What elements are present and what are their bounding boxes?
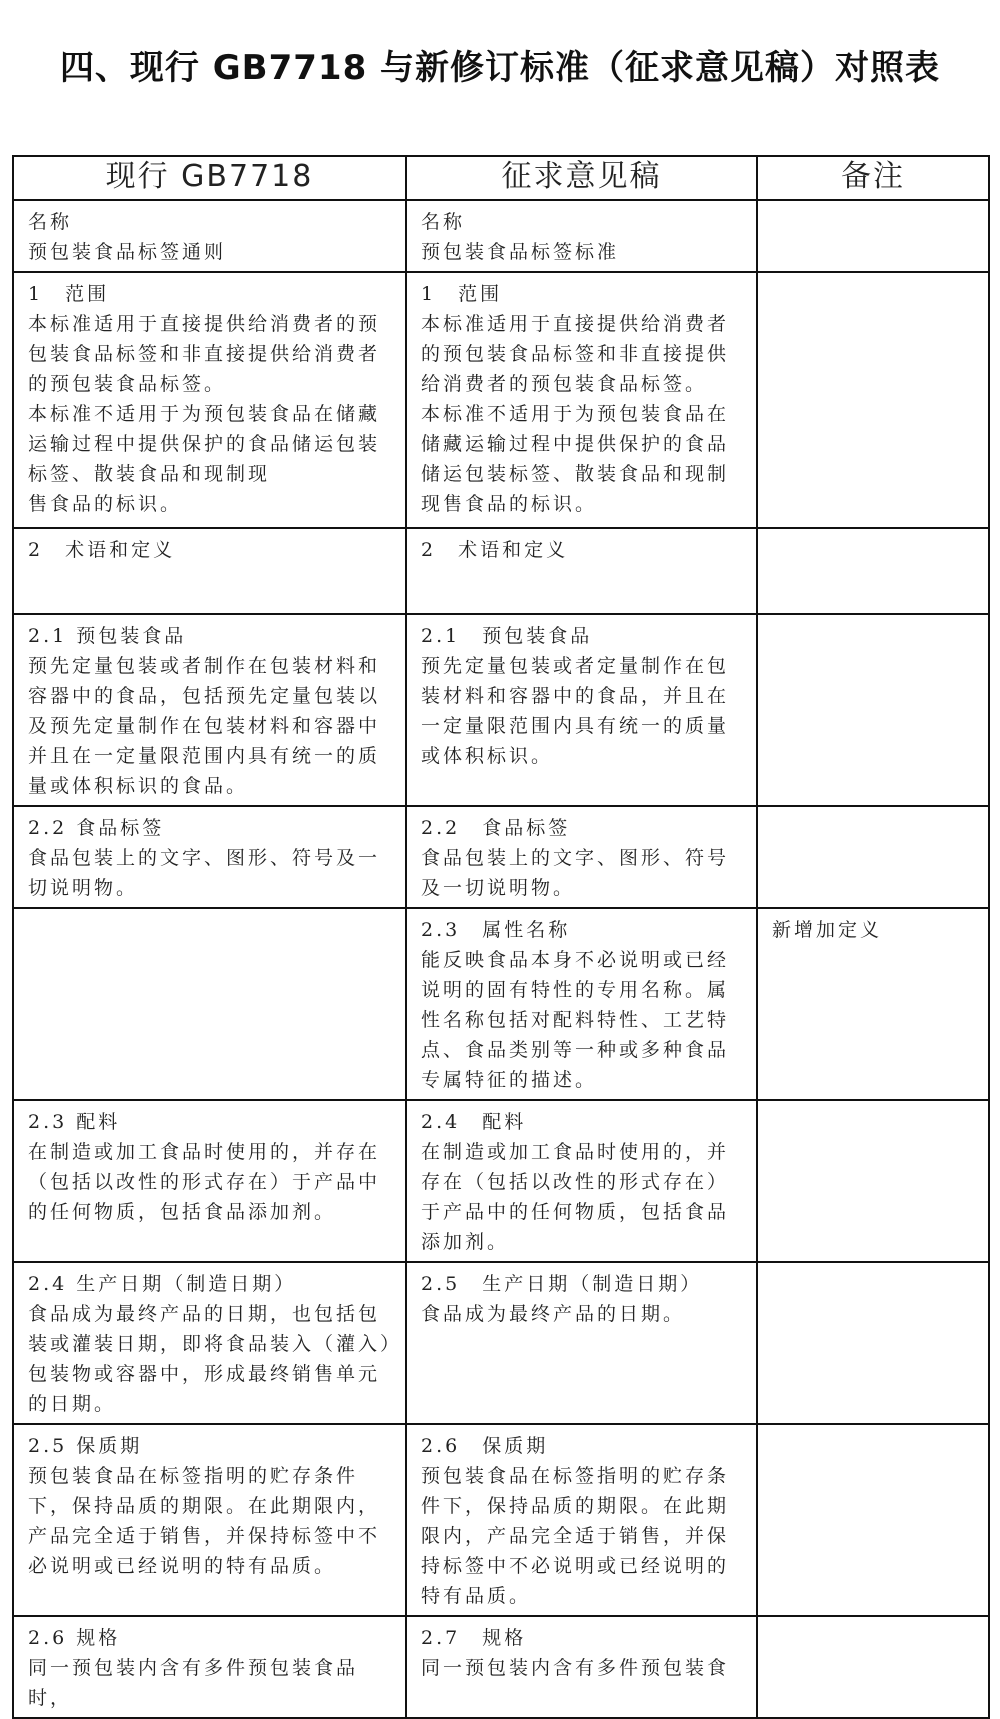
table-row (13, 908, 989, 1100)
table-row (13, 1100, 989, 1262)
table-row (13, 200, 989, 272)
page-title: 四、现行 GB7718 与新修订标准（征求意见稿）对照表 (59, 48, 941, 88)
cell-draft (406, 806, 757, 908)
cell-current (13, 200, 406, 272)
table-row (13, 1262, 989, 1424)
column-header-note: 备注 (757, 156, 989, 200)
column-header-draft: 征求意见稿 (406, 156, 757, 200)
cell-text: 食品成为最终产品的日期。 (421, 1303, 686, 1325)
cell-text: 2.5 生产日期（制造日期） (421, 1273, 703, 1295)
cell-text: 食品包装上的文字、图形、符号及一切说明物。 (421, 847, 730, 899)
cell-text: 预包装食品标签标准 (421, 241, 620, 263)
cell-current (13, 528, 406, 614)
cell-text: 预包装食品标签通则 (28, 241, 227, 263)
cell-current (13, 1424, 406, 1616)
cell-draft (406, 1424, 757, 1616)
cell-text: 在制造或加工食品时使用的，并存在（包括以改性的形式存在）于产品中的任何物质，包括食品添加剂。 (421, 1141, 730, 1253)
cell-text: 售食品的标识。 (28, 493, 183, 515)
cell-text: 2.3 配料 (28, 1111, 121, 1133)
cell-text: 在制造或加工食品时使用的，并存在（包括以改性的形式存在）于产品中的任何物质，包括食品添加剂。 (28, 1141, 381, 1223)
cell-text: 能反映食品本身不必说明或已经说明的固有特性的专用名称。属性名称包括对配料特性、工艺特点、食品类别等一种或多种食品专属特征的描述。 (421, 949, 730, 1091)
cell-note (757, 528, 989, 614)
column-header-current: 现行 GB7718 (13, 156, 406, 200)
cell-text: 2.5 保质期 (28, 1435, 143, 1457)
cell-text: 预包装食品在标签指明的贮存条件下，保持品质的期限。在此期限内，产品完全适于销售，并保持标签中不必说明或已经说明的特有品质。 (28, 1465, 381, 1577)
cell-current (13, 614, 406, 806)
cell-note (757, 1262, 989, 1424)
cell-text: 2.4 生产日期（制造日期） (28, 1273, 297, 1295)
cell-text: 2.1 预包装食品 (28, 625, 187, 647)
cell-note (757, 1616, 989, 1718)
cell-note (757, 1424, 989, 1616)
table-row (13, 806, 989, 908)
table-row (13, 1424, 989, 1616)
cell-note (757, 614, 989, 806)
cell-text: 同一预包装内含有多件预包装食 (421, 1657, 730, 1679)
cell-current (13, 1616, 406, 1718)
cell-draft (406, 614, 757, 806)
cell-text: 2.7 规格 (421, 1627, 527, 1649)
table-row (13, 614, 989, 806)
cell-text: 预先定量包装或者定量制作在包装材料和容器中的食品，并且在一定量限范围内具有统一的质量或体积标识。 (421, 655, 730, 767)
cell-text: 名称 (421, 211, 466, 233)
cell-text: 2.2 食品标签 (28, 817, 165, 839)
cell-text: 同一预包装内含有多件预包装食品时， (28, 1657, 359, 1709)
comparison-table (12, 155, 990, 1719)
cell-text: 2 术语和定义 (28, 539, 176, 561)
cell-draft (406, 272, 757, 528)
cell-text: 食品成为最终产品的日期，也包括包装或灌装日期，即将食品装入（灌入）包装物或容器中，形成最终销售单元的日期。 (28, 1303, 393, 1415)
cell-current (13, 1262, 406, 1424)
cell-text: 预包装食品在标签指明的贮存条件下，保持品质的期限。在此期限内，产品完全适于销售，并保持标签中不必说明或已经说明的特有品质。 (421, 1465, 730, 1607)
cell-text: 名称 (28, 211, 73, 233)
cell-text: 本标准不适用于为预包装食品在储藏运输过程中提供保护的食品储运包装标签、散装食品和现制现售食品的标识。 (421, 403, 730, 515)
cell-text: 预先定量包装或者制作在包装材料和容器中的食品，包括预先定量包装以及预先定量制作在包装材料和容器中并且在一定量限范围内具有统一的质量或体积标识的食品。 (28, 655, 381, 797)
cell-text: 2.6 规格 (28, 1627, 121, 1649)
cell-text: 1 范围 (421, 283, 503, 305)
cell-text: 2.3 属性名称 (421, 919, 571, 941)
cell-draft (406, 1100, 757, 1262)
cell-note (757, 806, 989, 908)
cell-current (13, 806, 406, 908)
cell-note (757, 1100, 989, 1262)
table-row (13, 1616, 989, 1718)
cell-text: 2.2 食品标签 (421, 817, 571, 839)
cell-current (13, 272, 406, 528)
cell-current (13, 908, 406, 1100)
table-row (13, 272, 989, 528)
cell-draft (406, 1616, 757, 1718)
cell-draft (406, 528, 757, 614)
cell-text: 食品包装上的文字、图形、符号及一切说明物。 (28, 847, 381, 899)
table-row (13, 528, 989, 614)
table-header-row (13, 156, 989, 200)
cell-note (757, 200, 989, 272)
cell-current (13, 1100, 406, 1262)
cell-text: 本标准适用于直接提供给消费者的预包装食品标签和非直接提供给消费者的预包装食品标签。 (421, 313, 730, 395)
cell-text: 2.6 保质期 (421, 1435, 549, 1457)
cell-note (757, 272, 989, 528)
cell-text: 本标准适用于直接提供给消费者的预包装食品标签和非直接提供给消费者的预包装食品标签。 (28, 313, 381, 395)
cell-text: 新增加定义 (772, 919, 883, 941)
cell-note (757, 908, 989, 1100)
cell-text: 2.4 配料 (421, 1111, 527, 1133)
cell-text: 1 范围 (28, 283, 110, 305)
cell-text: 2.1 预包装食品 (421, 625, 593, 647)
cell-draft (406, 908, 757, 1100)
cell-draft (406, 1262, 757, 1424)
cell-text: 2 术语和定义 (421, 539, 569, 561)
cell-draft (406, 200, 757, 272)
cell-text: 本标准不适用于为预包装食品在储藏运输过程中提供保护的食品储运包装标签、散装食品和现制现 (28, 403, 381, 485)
